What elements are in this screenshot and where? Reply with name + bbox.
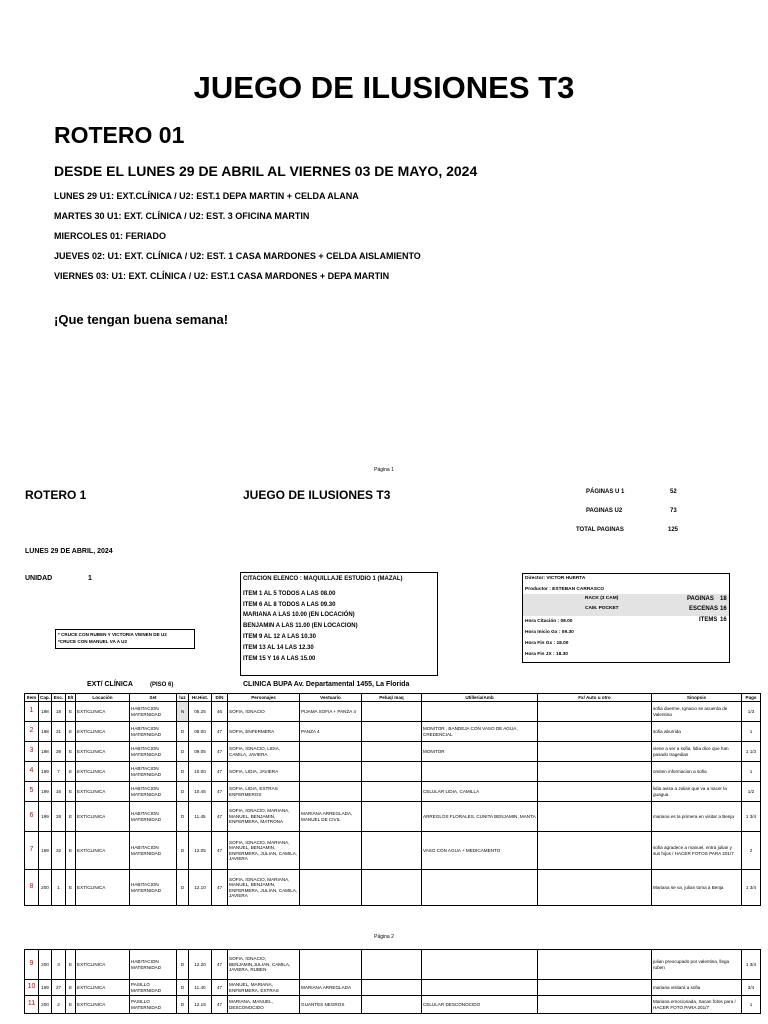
cell-luz: D: [177, 950, 189, 980]
cell-set: HABITACION MATERNIDAD: [130, 722, 177, 742]
cell-personajes: SOFIA, LIDIA, EXTRAS ENFERMEROS: [228, 782, 300, 802]
cell-cap: 198: [39, 702, 52, 722]
paginas-label: PAGINAS: [687, 596, 714, 602]
cell-cap: 200: [39, 870, 52, 906]
cell-item: 10: [25, 980, 39, 996]
cell-esc: 7: [52, 762, 66, 782]
column-header-item: Item: [25, 694, 39, 702]
cell-ei: E: [66, 742, 76, 762]
cell-esc: 1: [52, 870, 66, 906]
cell-locacion: EXT/CLINICA: [76, 802, 130, 832]
cell-luz: D: [177, 870, 189, 906]
column-header-sinopsis: Sinopsis: [652, 694, 742, 702]
cell-item: 3: [25, 742, 39, 762]
greeting: ¡Que tengan buena semana!: [54, 312, 229, 327]
cell-vestuario: [300, 782, 362, 802]
paginas-value: 18: [720, 596, 727, 602]
cell-item: 4: [25, 762, 39, 782]
cell-set: PASILLO MATERNIDAD: [130, 996, 177, 1014]
cell-esc: 32: [52, 832, 66, 870]
cell-dn: 47: [212, 722, 228, 742]
cell-esc: 18: [52, 702, 66, 722]
cell-hr-hist: 10.45: [189, 782, 212, 802]
day-line: LUNES 29 U1: EXT.CLÍNICA / U2: EST.1 DEPA MARTIN + CELDA ALANA: [54, 191, 359, 201]
citacion-line: ITEM 1 AL 5 TODOS A LAS 08.00: [243, 590, 336, 597]
cell-sinopsis: mariana visitará a sofia: [652, 980, 742, 996]
column-header-personajes: Personajes: [228, 694, 300, 702]
cell-luz: D: [177, 832, 189, 870]
cell-pags: 1: [742, 762, 761, 782]
day-line: MARTES 30 U1: EXT. CLÍNICA / U2: EST. 3 OFICINA MARTIN: [54, 211, 310, 221]
cell-peluq-maq: [362, 870, 422, 906]
cell-item: 5: [25, 782, 39, 802]
cell-luz: D: [177, 996, 189, 1014]
table-row: [25, 950, 761, 980]
cruce-note: *CRUCE CON MANUEL VA A U2: [58, 639, 127, 645]
column-header-hr-hist: Hr.Hist.: [189, 694, 212, 702]
cell-pags: 2: [742, 832, 761, 870]
cell-peluq-maq: [362, 722, 422, 742]
cell-dn: 47: [212, 802, 228, 832]
cell-fx: [538, 702, 652, 722]
pages-total-label: TOTAL PAGINAS: [576, 527, 624, 533]
cell-locacion: EXT/CLINICA: [76, 832, 130, 870]
cell-cap: 199: [39, 762, 52, 782]
items-label: ITEMS: [699, 617, 718, 623]
citacion-line: ITEM 15 Y 16 A LAS 15.00: [243, 655, 316, 662]
table-row: [25, 802, 761, 832]
cell-utileria: CELULAR LIDIA, CAMILLA: [422, 782, 538, 802]
cell-peluq-maq: [362, 996, 422, 1014]
cell-ei: E: [66, 702, 76, 722]
cell-vestuario: MARIANA ARREGLADA: [300, 980, 362, 996]
cell-luz: D: [177, 722, 189, 742]
cell-fx: [538, 782, 652, 802]
cell-vestuario: [300, 832, 362, 870]
schedule-table: [24, 693, 761, 906]
cell-luz: D: [177, 980, 189, 996]
cell-item: 1: [25, 702, 39, 722]
citacion-box: [240, 572, 438, 676]
cell-fx: [538, 762, 652, 782]
cell-personajes: MANUEL, MARIANA, ENFERMERA, EXTRAS: [228, 980, 300, 996]
cell-ei: E: [66, 996, 76, 1014]
location-address: CLINICA BUPA Av. Departamental 1455, La Florida: [243, 681, 410, 688]
cell-pags: 1 3/4: [742, 870, 761, 906]
cell-item: 11: [25, 996, 39, 1014]
cell-locacion: EXT/CLINICA: [76, 742, 130, 762]
sheet-rotero: ROTERO 1: [25, 488, 87, 502]
table-row: [25, 832, 761, 870]
column-header-fx: Fx/ Auto u otro: [538, 694, 652, 702]
cell-sinopsis: mariana es la primera en visitar a Benja: [652, 802, 742, 832]
date-range: DESDE EL LUNES 29 DE ABRIL AL VIERNES 03 DE MAYO, 2024: [54, 163, 478, 179]
cell-pags: 1/3: [742, 702, 761, 722]
cell-utileria: MONITOR , BANDEJA CON VASO DE AGUA , CREDENCIAL: [422, 722, 538, 742]
cell-item: 9: [25, 950, 39, 980]
cell-set: HABITACION MATERNIDAD: [130, 782, 177, 802]
cell-utileria: [422, 980, 538, 996]
location-floor: (PISO 6): [150, 682, 174, 688]
cell-utileria: ARREGLOS FLORALES, CUNITA BENJAMIN, MANTA: [422, 802, 538, 832]
pages-u2-label: PAGINAS U2: [586, 508, 623, 514]
cell-locacion: EXT/CLINICA: [76, 722, 130, 742]
pages-total-value: 125: [668, 527, 679, 533]
cell-vestuario: [300, 870, 362, 906]
cell-hr-hist: 09.05: [189, 742, 212, 762]
cell-dn: 47: [212, 742, 228, 762]
citacion-line: ITEM 13 AL 14 LAS 12.30: [243, 644, 314, 651]
column-header-utileria: Utilleria/Amb: [422, 694, 538, 702]
location-label: EXT/ CLÍNICA: [87, 681, 133, 688]
cell-vestuario: PANZA 4: [300, 722, 362, 742]
cell-dn: 47: [212, 870, 228, 906]
citacion-line: ITEM 9 AL 12 A LAS 10.30: [243, 633, 316, 640]
table-row: [25, 702, 761, 722]
cell-hr-hist: 10.00: [189, 762, 212, 782]
cell-sinopsis: sofia aburrida: [652, 722, 742, 742]
cell-utileria: MONITOR: [422, 742, 538, 762]
day-line: JUEVES 02: U1: EXT. CLÍNICA / U2: EST. 1 CASA MARDONES + CELDA AISLAMIENTO: [54, 251, 421, 261]
cell-cap: 200: [39, 950, 52, 980]
cell-esc: 2: [52, 996, 66, 1014]
cell-cap: 198: [39, 742, 52, 762]
page-number: Página 1: [374, 467, 394, 473]
column-header-esc: Esc.: [52, 694, 66, 702]
cell-personajes: SOFIA, IGNACIO: [228, 702, 300, 722]
cell-pags: 1/2: [742, 782, 761, 802]
cell-sinopsis: sofia agradece a manuel, entra julian y sus hijos / HACER FOTOS PARA 201/7: [652, 832, 742, 870]
cell-dn: 47: [212, 980, 228, 996]
cell-item: 7: [25, 832, 39, 870]
sheet-title: JUEGO DE ILUSIONES T3: [243, 488, 391, 502]
cell-peluq-maq: [362, 950, 422, 980]
cell-utileria: [422, 870, 538, 906]
column-header-cap: Cap.: [40, 694, 50, 700]
citacion-line: ITEM 6 AL 8 TODOS A LAS 09.30: [243, 601, 336, 608]
cell-pags: 1: [742, 996, 761, 1014]
hora-fin-jx: Hora Fin JX : 18.30: [525, 652, 568, 657]
cell-cap: 200: [39, 996, 52, 1014]
cell-personajes: SOFIA, IGNACIO, BENJAMIN,JULIAN, CAMILA, JAVIERA, RUBEN: [228, 950, 300, 980]
cell-utileria: VASO CON AGUA + MEDICAMENTO: [422, 832, 538, 870]
cell-luz: D: [177, 742, 189, 762]
cell-hr-hist: 12.15: [189, 996, 212, 1014]
cell-vestuario: GUANTES NEGROS: [300, 996, 362, 1014]
cell-esc: 28: [52, 802, 66, 832]
cell-dn: 47: [212, 782, 228, 802]
cell-sinopsis: viene a ver a sofia, lidia dice que han pasado tragedias: [652, 742, 742, 762]
unit-label: UNIDAD: [25, 575, 53, 582]
cell-peluq-maq: [362, 762, 422, 782]
cell-hr-hist: 12.10: [189, 870, 212, 906]
cell-sinopsis: lidia avisa a Julian que va a nacer la guagua: [652, 782, 742, 802]
crew-box: [522, 573, 730, 663]
cell-hr-hist: 11.45: [189, 802, 212, 832]
cell-fx: [538, 870, 652, 906]
cell-sinopsis: Mariana se va, julian toma a Benja: [652, 870, 742, 906]
cell-set: HABITACION MATERNIDAD: [130, 702, 177, 722]
cell-personajes: SOFIA, IGNACIO, LIDIA, CAMILA, JAVIERA: [228, 742, 300, 762]
cell-ei: E: [66, 722, 76, 742]
cruce-box: [55, 629, 195, 649]
cell-fx: [538, 832, 652, 870]
citacion-line: MARIANA A LAS 10.00 (EN LOCACIÓN): [243, 612, 355, 619]
cell-ei: E: [66, 762, 76, 782]
cell-utileria: CELULAR DESCONOCIDO: [422, 996, 538, 1014]
schedule-table-continued: [24, 949, 761, 1014]
cell-vestuario: [300, 762, 362, 782]
cell-locacion: EXT/CLINICA: [76, 782, 130, 802]
citacion-line: BENJAMIN A LAS 11.00 (EN LOCACION): [243, 623, 358, 630]
cell-dn: 46: [212, 702, 228, 722]
cell-vestuario: MARIANA ARREGLADA, MANUEL DE CIVIL: [300, 802, 362, 832]
table-row: [25, 980, 761, 996]
hora-citacion: Hora Citación : 08.00: [525, 619, 573, 624]
cell-esc: 27: [52, 980, 66, 996]
column-header-vestuario: Vestuario: [300, 694, 362, 702]
cell-personajes: SOFIA, ENFERMERA: [228, 722, 300, 742]
cell-hr-hist: 08.00: [189, 722, 212, 742]
cell-locacion: EXT/CLINICA: [76, 870, 130, 906]
cell-fx: [538, 722, 652, 742]
cell-utileria: [422, 702, 538, 722]
cell-peluq-maq: [362, 782, 422, 802]
cell-item: 6: [25, 802, 39, 832]
table-row: [25, 782, 761, 802]
cell-set: HABITACION MATERNIDAD: [130, 870, 177, 906]
cell-locacion: EXT/CLINICA: [76, 950, 130, 980]
cell-ei: E: [66, 802, 76, 832]
escenas-label: ESCENAS: [689, 606, 719, 612]
cell-cap: 199: [39, 802, 52, 832]
cell-hr-hist: 11.40: [189, 980, 212, 996]
cell-set: PASILLO MATERNIDAD: [130, 980, 177, 996]
cell-item: 2: [25, 722, 39, 742]
cell-set: HABITACION MATERNIDAD: [130, 742, 177, 762]
day-line: MIERCOLES 01: FERIADO: [54, 231, 167, 241]
rotero-heading: ROTERO 01: [54, 122, 185, 148]
cell-peluq-maq: [362, 742, 422, 762]
cell-vestuario: [300, 950, 362, 980]
cell-esc: 31: [52, 722, 66, 742]
cell-luz: D: [177, 802, 189, 832]
table-header-row: [25, 694, 761, 702]
cell-personajes: SOFIA, IGNACIO, MARIANA, MANUEL, BENJAMIN, ENFERMERA, MATRONA: [228, 802, 300, 832]
cell-vestuario: PIJAMA SOFIA + PANZA 4: [300, 702, 362, 722]
cell-esc: 16: [52, 782, 66, 802]
cell-sinopsis: sofia duerme, Ignacio se acuerda de Valentina: [652, 702, 742, 722]
cell-fx: [538, 742, 652, 762]
pages-u1-label: PÁGINAS U 1: [586, 489, 625, 495]
citacion-title: CITACION ELENCO : MAQUILLAJE ESTUDIO 1 (MAZAL): [243, 576, 403, 582]
cell-locacion: EXT/CLINICA: [76, 702, 130, 722]
cell-pags: 1 1/3: [742, 742, 761, 762]
pages-u1-value: 52: [670, 489, 677, 495]
cell-utileria: [422, 762, 538, 782]
cell-set: HABITACION MATERNIDAD: [130, 762, 177, 782]
hora-inicio: Hora Inicio Gx : 09.30: [525, 630, 574, 635]
cell-peluq-maq: [362, 802, 422, 832]
table-row: [25, 762, 761, 782]
cell-dn: 47: [212, 950, 228, 980]
day-line: VIERNES 03: U1: EXT. CLÍNICA / U2: EST.1 CASA MARDONES + DEPA MARTIN: [54, 271, 390, 281]
cell-locacion: EXT/CLINICA: [76, 980, 130, 996]
escenas-value: 16: [720, 606, 727, 612]
cell-item: 8: [25, 870, 39, 906]
cell-pags: 1 3/4: [742, 950, 761, 980]
cell-ei: E: [66, 870, 76, 906]
director: Director: VICTOR HUERTA: [525, 576, 586, 581]
column-header-locacion: Locación: [76, 694, 130, 702]
column-header-peluq-maq: Peluq\ maq: [362, 694, 422, 702]
cell-cap: 199: [39, 782, 52, 802]
cell-luz: N: [177, 702, 189, 722]
cruce-note: * CRUCE CON RUBEN Y VICTORIA VIENEN DE U2: [58, 632, 167, 637]
cell-fx: [538, 950, 652, 980]
cell-locacion: EXT/CLINICA: [76, 762, 130, 782]
cell-personajes: SOFIA, IGNACIO, MARIANA, MANUEL, BENJAMIN, ENFERMERA, JULIAN, CAMILA, JAVIERA: [228, 832, 300, 870]
column-header-set: Set: [130, 694, 177, 702]
cell-fx: [538, 802, 652, 832]
unit-value: 1: [88, 575, 92, 582]
column-header-ei: E/I: [66, 694, 76, 702]
cell-hr-hist: 12.20: [189, 950, 212, 980]
cell-dn: 47: [212, 832, 228, 870]
cell-luz: D: [177, 762, 189, 782]
productor: Productor : ESTEBAN CARRASCO: [525, 587, 605, 592]
cell-ei: E: [66, 950, 76, 980]
cell-cap: 198: [39, 722, 52, 742]
cell-esc: 39: [52, 742, 66, 762]
cell-pags: 1: [742, 722, 761, 742]
cell-pags: 1 3/4: [742, 802, 761, 832]
cell-esc: 3: [52, 950, 66, 980]
cell-cap: 199: [39, 980, 52, 996]
table-row: [25, 870, 761, 906]
document-title: JUEGO DE ILUSIONES T3: [193, 70, 575, 105]
cell-peluq-maq: [362, 702, 422, 722]
cell-cap: 199: [39, 832, 52, 870]
table-row: [25, 722, 761, 742]
cell-peluq-maq: [362, 980, 422, 996]
table-row: [25, 996, 761, 1014]
cell-fx: [538, 996, 652, 1014]
pocket: CAM. POCKET: [585, 606, 619, 611]
items-value: 16: [720, 617, 727, 623]
cell-pags: 3/4: [742, 980, 761, 996]
cell-hr-hist: 12.05: [189, 832, 212, 870]
cell-sinopsis: omiten informacion a sofia: [652, 762, 742, 782]
cell-sinopsis: julian preocupado por valentina, llega ruben: [652, 950, 742, 980]
column-header-luz: luz: [177, 694, 189, 702]
cell-vestuario: [300, 742, 362, 762]
cell-personajes: MARIANA, MANUEL, DESCONOCIDO: [228, 996, 300, 1014]
cell-dn: 47: [212, 996, 228, 1014]
cell-ei: E: [66, 980, 76, 996]
column-header-dn: D/N: [212, 694, 228, 702]
cell-set: HABITACION MATERNIDAD: [130, 950, 177, 980]
cell-set: HABITACION MATERNIDAD: [130, 832, 177, 870]
column-header-pags: Pags: [742, 694, 761, 702]
cell-utileria: [422, 950, 538, 980]
cell-luz: D: [177, 782, 189, 802]
cell-ei: E: [66, 782, 76, 802]
cell-dn: 47: [212, 762, 228, 782]
table-row: [25, 742, 761, 762]
sheet-date: LUNES 29 DE ABRIL, 2024: [25, 548, 113, 555]
cell-ei: E: [66, 832, 76, 870]
cell-peluq-maq: [362, 832, 422, 870]
hora-fin-gx: Hora Fin Gx : 18.00: [525, 641, 569, 646]
page-number: Página 2: [374, 934, 394, 940]
cell-set: HABITACION MATERNIDAD: [130, 802, 177, 832]
cell-personajes: SOFIA, IGNACIO, MARIANA, MANUEL, BENJAMIN, ENFERMERA, JULIAN, CAMILA, JAVIERA: [228, 870, 300, 906]
pages-u2-value: 73: [670, 508, 677, 514]
cell-hr-hist: 05.25: [189, 702, 212, 722]
cell-personajes: SOFIA, LIDIA, JAVIERA: [228, 762, 300, 782]
cell-fx: [538, 980, 652, 996]
rack: RACK (3 CAM): [585, 596, 619, 601]
cell-sinopsis: Mariana emocionada, Sacan fotos para / HACER FOTO PARA 201/7: [652, 996, 742, 1014]
cell-locacion: EXT/CLINICA: [76, 996, 130, 1014]
